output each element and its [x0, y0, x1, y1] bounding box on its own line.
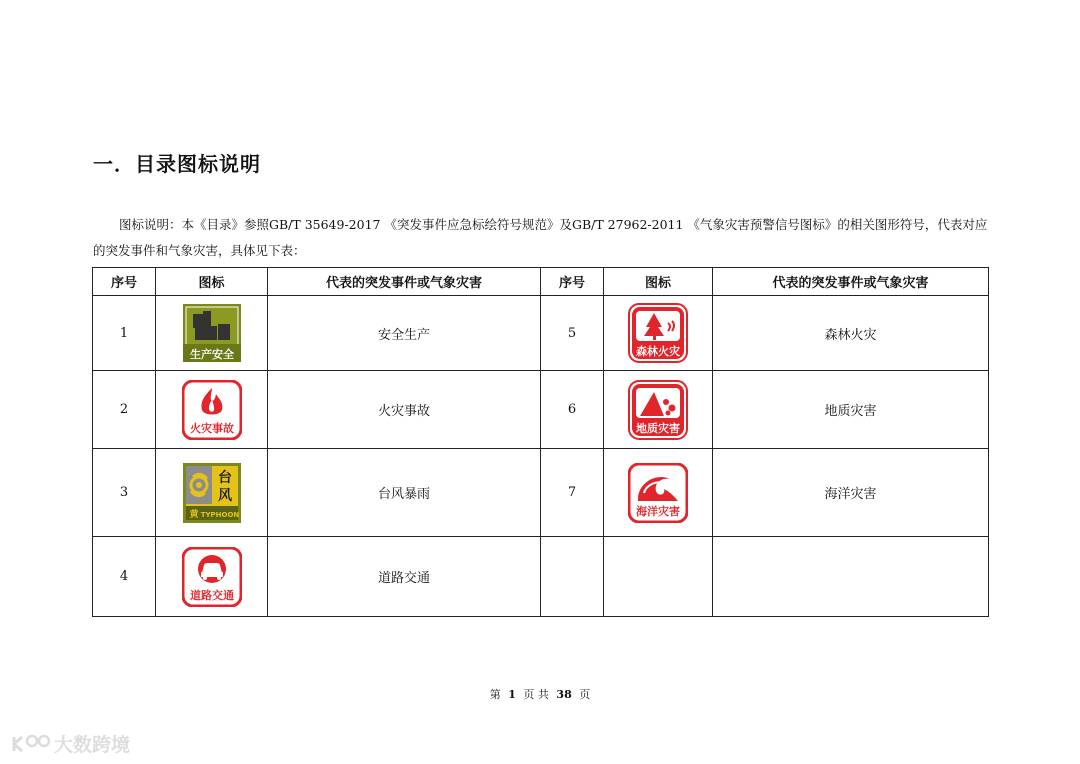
marine-disaster-icon [628, 463, 688, 523]
total-pages: 38 [556, 688, 572, 701]
row-number: 3 [93, 449, 156, 537]
col-header-name: 代表的突发事件或气象灾害 [713, 268, 989, 296]
watermark [10, 730, 130, 757]
icon-caption: 地质灾害 [636, 421, 680, 435]
footer-middle: 页 共 [523, 688, 549, 701]
forest-fire-icon [628, 303, 688, 363]
row-number: 4 [93, 537, 156, 617]
icon-cell [604, 371, 713, 449]
icon-caption-1: 台 [217, 469, 232, 486]
event-name: 道路交通 [268, 537, 541, 617]
icon-caption: 生产安全 [189, 348, 234, 361]
typhoon-icon [183, 463, 241, 523]
intro-paragraph: 图标说明：本《目录》参照GB/T 35649-2017 《突发事件应急标绘符号规范》及GB/T 27962-2011 《气象灾害预警信号图标》的相关图形符号，代表对应的突发事件和气象灾害，具体见下表： [93, 217, 988, 258]
icon-cell [156, 371, 268, 449]
row-number-empty [541, 537, 604, 617]
col-header-name: 代表的突发事件或气象灾害 [268, 268, 541, 296]
table-row [93, 371, 989, 449]
event-name: 火灾事故 [268, 371, 541, 449]
icon-cell [156, 537, 268, 617]
footer-suffix: 页 [579, 688, 591, 701]
fire-accident-icon [182, 380, 242, 440]
watermark-text: 大数跨境 [54, 734, 131, 756]
row-number: 7 [541, 449, 604, 537]
icon-caption: 海洋灾害 [636, 504, 680, 518]
table-row [93, 537, 989, 617]
page-footer [0, 686, 1080, 702]
table-row [93, 296, 989, 371]
table-row [93, 449, 989, 537]
geological-disaster-icon [628, 380, 688, 440]
icon-cell [604, 449, 713, 537]
footer-prefix: 第 [489, 688, 501, 701]
icon-cell-empty [604, 537, 713, 617]
event-name: 安全生产 [268, 296, 541, 371]
row-number: 6 [541, 371, 604, 449]
icon-caption: 火灾事故 [189, 421, 234, 435]
icon-caption: 道路交通 [189, 588, 234, 602]
icon-caption: 森林火灾 [636, 345, 680, 358]
icon-legend-table [92, 267, 989, 617]
event-name: 海洋灾害 [713, 449, 989, 537]
safety-production-icon [183, 304, 241, 362]
col-header-icon: 图标 [156, 268, 268, 296]
road-traffic-icon [182, 547, 242, 607]
row-number: 2 [93, 371, 156, 449]
col-header-icon: 图标 [604, 268, 713, 296]
icon-cell [156, 296, 268, 371]
table-header-row [93, 268, 989, 296]
col-header-no: 序号 [93, 268, 156, 296]
event-name: 地质灾害 [713, 371, 989, 449]
watermark-logo-icon [10, 733, 54, 755]
row-number: 1 [93, 296, 156, 371]
col-header-no: 序号 [541, 268, 604, 296]
icon-caption-3: 黄 [188, 509, 199, 520]
icon-cell [156, 449, 268, 537]
event-name-empty [713, 537, 989, 617]
row-number: 5 [541, 296, 604, 371]
icon-caption-2: 风 [217, 487, 232, 504]
event-name: 台风暴雨 [268, 449, 541, 537]
current-page: 1 [508, 688, 516, 701]
icon-cell [604, 296, 713, 371]
section-heading: 一．目录图标说明 [93, 152, 261, 176]
icon-caption-4: TYPHOON [200, 510, 239, 519]
event-name: 森林火灾 [713, 296, 989, 371]
